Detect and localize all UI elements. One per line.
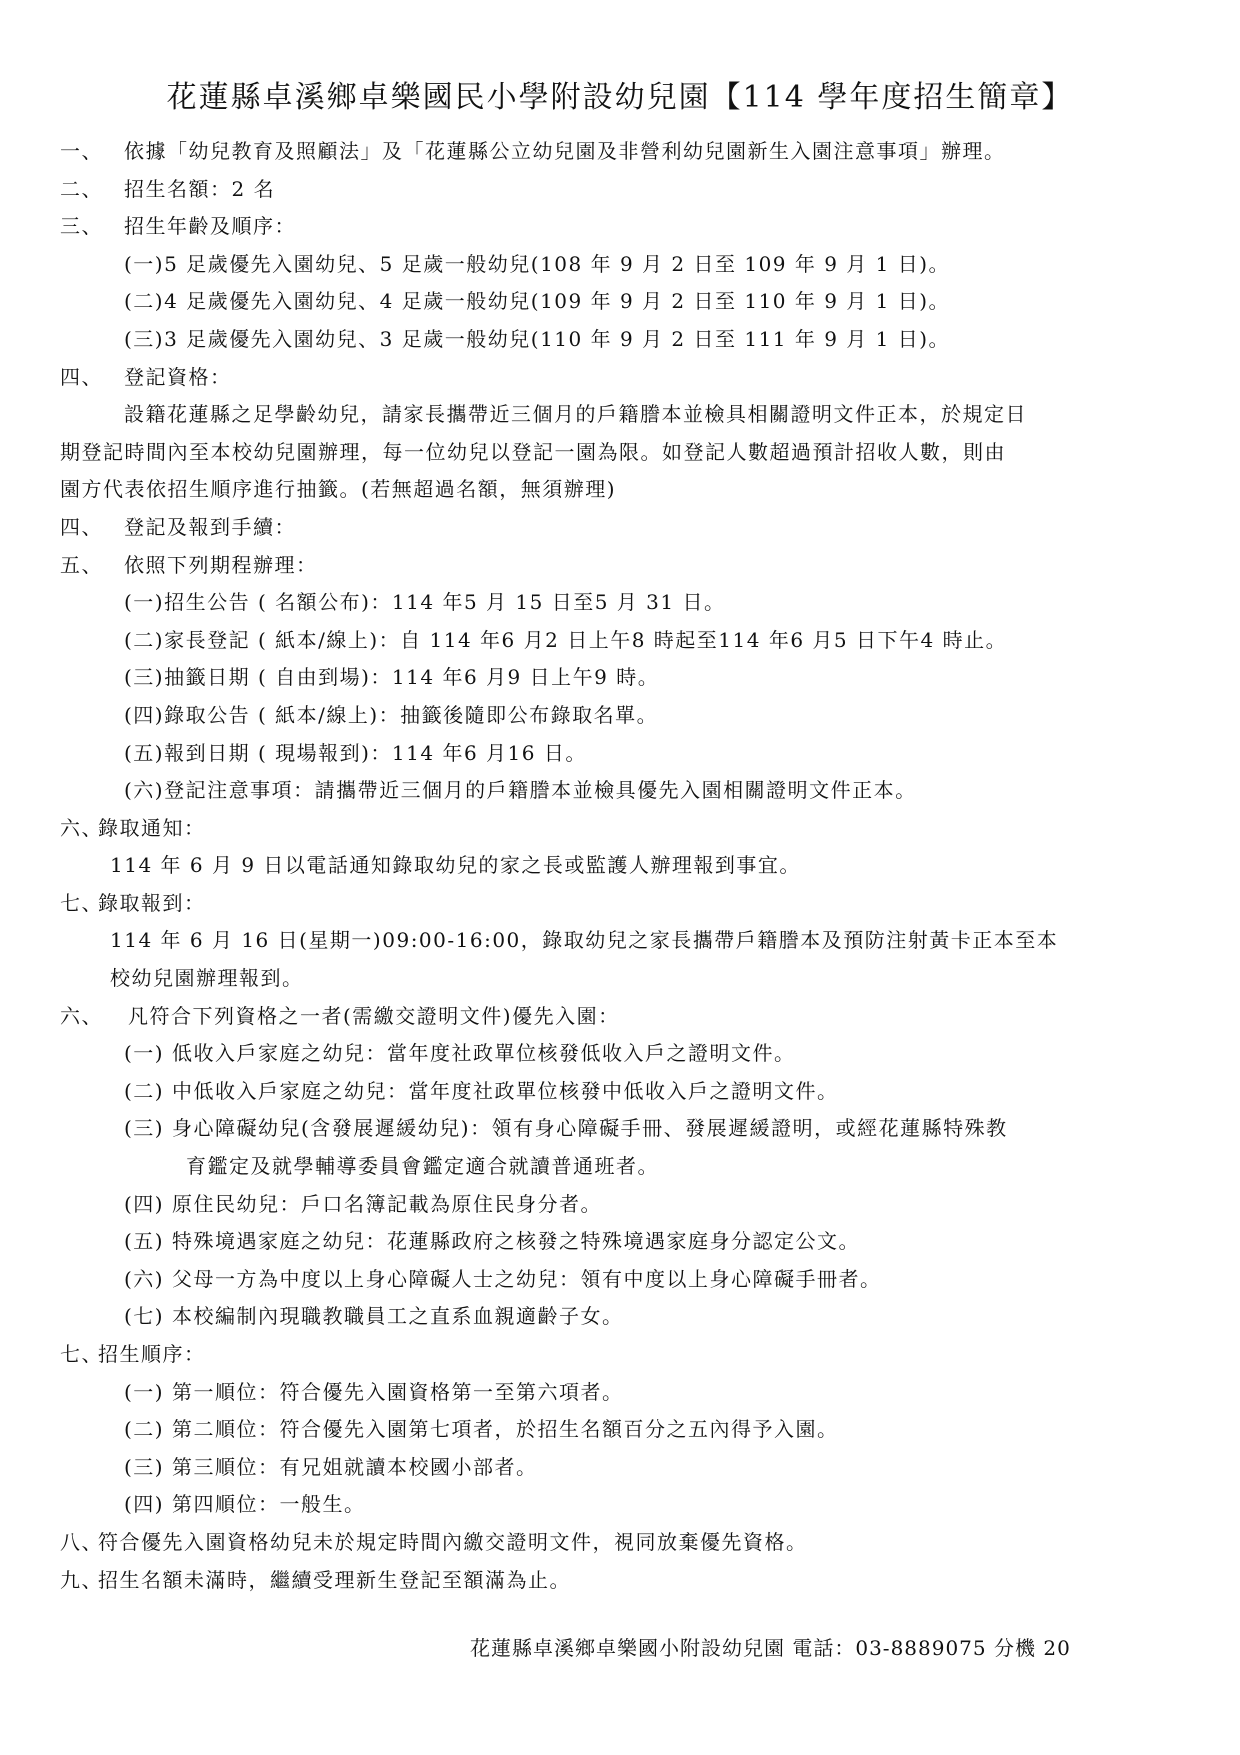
line-text: (四) 第四順位：一般生。	[124, 1492, 366, 1517]
section-number: 五、	[60, 552, 103, 577]
line-text: 校幼兒園辦理報到。	[110, 966, 304, 991]
line-text: (六) 父母一方為中度以上身心障礙人士之幼兒：領有中度以上身心障礙手冊者。	[124, 1266, 882, 1291]
section-number: 六、	[60, 815, 103, 840]
line-text: (三)3 足歲優先入園幼兒、3 足歲一般幼兒(110 年 9 月 2 日至 111 年 9 月 1 日)。	[124, 326, 951, 351]
line-text: (三)抽籤日期 ( 自由到場)：114 年6 月9 日上午9 時。	[124, 665, 660, 690]
line-text: (一)5 足歲優先入園幼兒、5 足歲一般幼兒(108 年 9 月 2 日至 109 年 9 月 1 日)。	[124, 251, 951, 276]
line-text: 園方代表依招生順序進行抽籤。(若無超過名額，無須辦理)	[60, 477, 617, 502]
line-text: (一)招生公告 ( 名額公布)：114 年5 月 15 日至5 月 31 日。	[124, 590, 726, 615]
line-text: 登記資格：	[124, 364, 232, 389]
section-number: 七、	[60, 1342, 103, 1366]
section-number: 二、	[60, 176, 103, 201]
line-text: 設籍花蓮縣之足學齡幼兒，請家長攜帶近三個月的戶籍謄本並檢具相關證明文件正本，於規定日	[124, 402, 1027, 427]
document-line	[0, 1073, 1240, 1111]
document-line	[0, 133, 1240, 171]
document-line	[0, 1298, 1240, 1336]
document-line	[0, 1035, 1240, 1073]
document-line	[0, 1374, 1240, 1412]
document-line	[0, 283, 1240, 321]
document-line	[0, 434, 1240, 472]
line-text: (四) 原住民幼兒：戶口名簿記載為原住民身分者。	[124, 1191, 602, 1216]
document-line	[0, 321, 1240, 359]
document-line	[0, 622, 1240, 660]
document-line	[0, 1186, 1240, 1224]
document-title: 花蓮縣卓溪鄉卓樂國民小學附設幼兒園【114 學年度招生簡章】	[166, 80, 1074, 115]
line-text: 符合優先入園資格幼兒未於規定時間內繳交證明文件，視同放棄優先資格。	[98, 1529, 808, 1554]
line-text: (一) 第一順位：符合優先入園資格第一至第六項者。	[124, 1379, 624, 1404]
line-text: 育鑑定及就學輔導委員會鑑定適合就讀普通班者。	[186, 1154, 659, 1179]
line-text: 招生順序：	[98, 1342, 206, 1366]
document-line	[0, 998, 1240, 1036]
document-body	[0, 133, 1240, 1599]
section-number: 八、	[60, 1529, 103, 1554]
contact-footer: 花蓮縣卓溪鄉卓樂國小附設幼兒園 電話：03-8889075 分機 20	[470, 1636, 1071, 1660]
document-line	[0, 584, 1240, 622]
line-text: (三) 身心障礙幼兒(含發展遲緩幼兒)：領有身心障礙手冊、發展遲緩證明，或經花蓮縣特殊教	[124, 1116, 1008, 1141]
section-number: 六、	[60, 1003, 103, 1028]
document-line	[0, 772, 1240, 810]
section-number: 四、	[60, 364, 103, 389]
document-line	[0, 922, 1240, 960]
document-line	[0, 208, 1240, 246]
line-text: 依照下列期程辦理：	[124, 552, 318, 577]
document-line	[0, 1110, 1240, 1148]
section-number: 三、	[60, 214, 103, 239]
section-number: 七、	[60, 890, 103, 915]
line-text: 期登記時間內至本校幼兒園辦理，每一位幼兒以登記一園為限。如登記人數超過預計招收人數，則由	[60, 439, 1006, 464]
line-text: 依據「幼兒教育及照顧法」及「花蓮縣公立幼兒園及非營利幼兒園新生入園注意事項」辦理。	[124, 139, 1006, 163]
document-line	[0, 960, 1240, 998]
line-text: (四)錄取公告 ( 紙本/線上)：抽籤後隨即公布錄取名單。	[124, 702, 659, 727]
line-text: 114 年 6 月 9 日以電話通知錄取幼兒的家之長或監護人辦理報到事宜。	[110, 853, 801, 878]
line-text: (一) 低收入戶家庭之幼兒：當年度社政單位核發低收入戶之證明文件。	[124, 1041, 796, 1066]
document-line	[0, 1562, 1240, 1600]
line-text: (二)家長登記 ( 紙本/線上)：自 114 年6 月2 日上午8 時起至114 年6 月5 日下午4 時止。	[124, 627, 1008, 652]
section-number: 四、	[60, 514, 103, 539]
document-line	[0, 1336, 1240, 1374]
line-text: (五)報到日期 ( 現場報到)：114 年6 月16 日。	[124, 740, 587, 765]
document-line	[0, 396, 1240, 434]
document-line	[0, 1261, 1240, 1299]
line-text: 招生名額未滿時，繼續受理新生登記至額滿為止。	[98, 1567, 571, 1592]
document-line	[0, 1148, 1240, 1186]
line-text: 登記及報到手續：	[124, 514, 296, 539]
line-text: 錄取通知：	[98, 815, 206, 840]
section-number: 九、	[60, 1567, 103, 1592]
line-text: (七) 本校編制內現職教職員工之直系血親適齡子女。	[124, 1304, 624, 1329]
document-line	[0, 1449, 1240, 1487]
line-text: (二) 第二順位：符合優先入園第七項者，於招生名額百分之五內得予入園。	[124, 1417, 839, 1442]
document-line	[0, 1486, 1240, 1524]
document-line	[0, 509, 1240, 547]
line-text: 錄取報到：	[98, 890, 206, 915]
document-line	[0, 547, 1240, 585]
document-line	[0, 1524, 1240, 1562]
document-line	[0, 359, 1240, 397]
line-text: (五) 特殊境遇家庭之幼兒：花蓮縣政府之核發之特殊境遇家庭身分認定公文。	[124, 1229, 860, 1254]
document-line	[0, 735, 1240, 773]
line-text: (三) 第三順位：有兄姐就讀本校國小部者。	[124, 1454, 538, 1479]
section-number: 一、	[60, 139, 103, 163]
line-text: 招生名額：2 名	[124, 176, 276, 201]
line-text: (二)4 足歲優先入園幼兒、4 足歲一般幼兒(109 年 9 月 2 日至 110 年 9 月 1 日)。	[124, 289, 951, 314]
document-line	[0, 1223, 1240, 1261]
line-text: 凡符合下列資格之一者(需繳交證明文件)優先入園：	[128, 1003, 620, 1028]
document-line	[0, 171, 1240, 209]
line-text: (二) 中低收入戶家庭之幼兒：當年度社政單位核發中低收入戶之證明文件。	[124, 1078, 839, 1103]
line-text: (六)登記注意事項：請攜帶近三個月的戶籍謄本並檢具優先入園相關證明文件正本。	[124, 778, 917, 803]
line-text: 114 年 6 月 16 日(星期一)09:00-16:00，錄取幼兒之家長攜帶戶籍謄本及預防注射黃卡正本至本	[110, 928, 1059, 953]
document-line	[0, 659, 1240, 697]
document-line	[0, 1411, 1240, 1449]
document-line	[0, 471, 1240, 509]
document-line	[0, 810, 1240, 848]
document-line	[0, 847, 1240, 885]
document-line	[0, 246, 1240, 284]
line-text: 招生年齡及順序：	[124, 214, 296, 239]
document-line	[0, 885, 1240, 923]
document-line	[0, 697, 1240, 735]
